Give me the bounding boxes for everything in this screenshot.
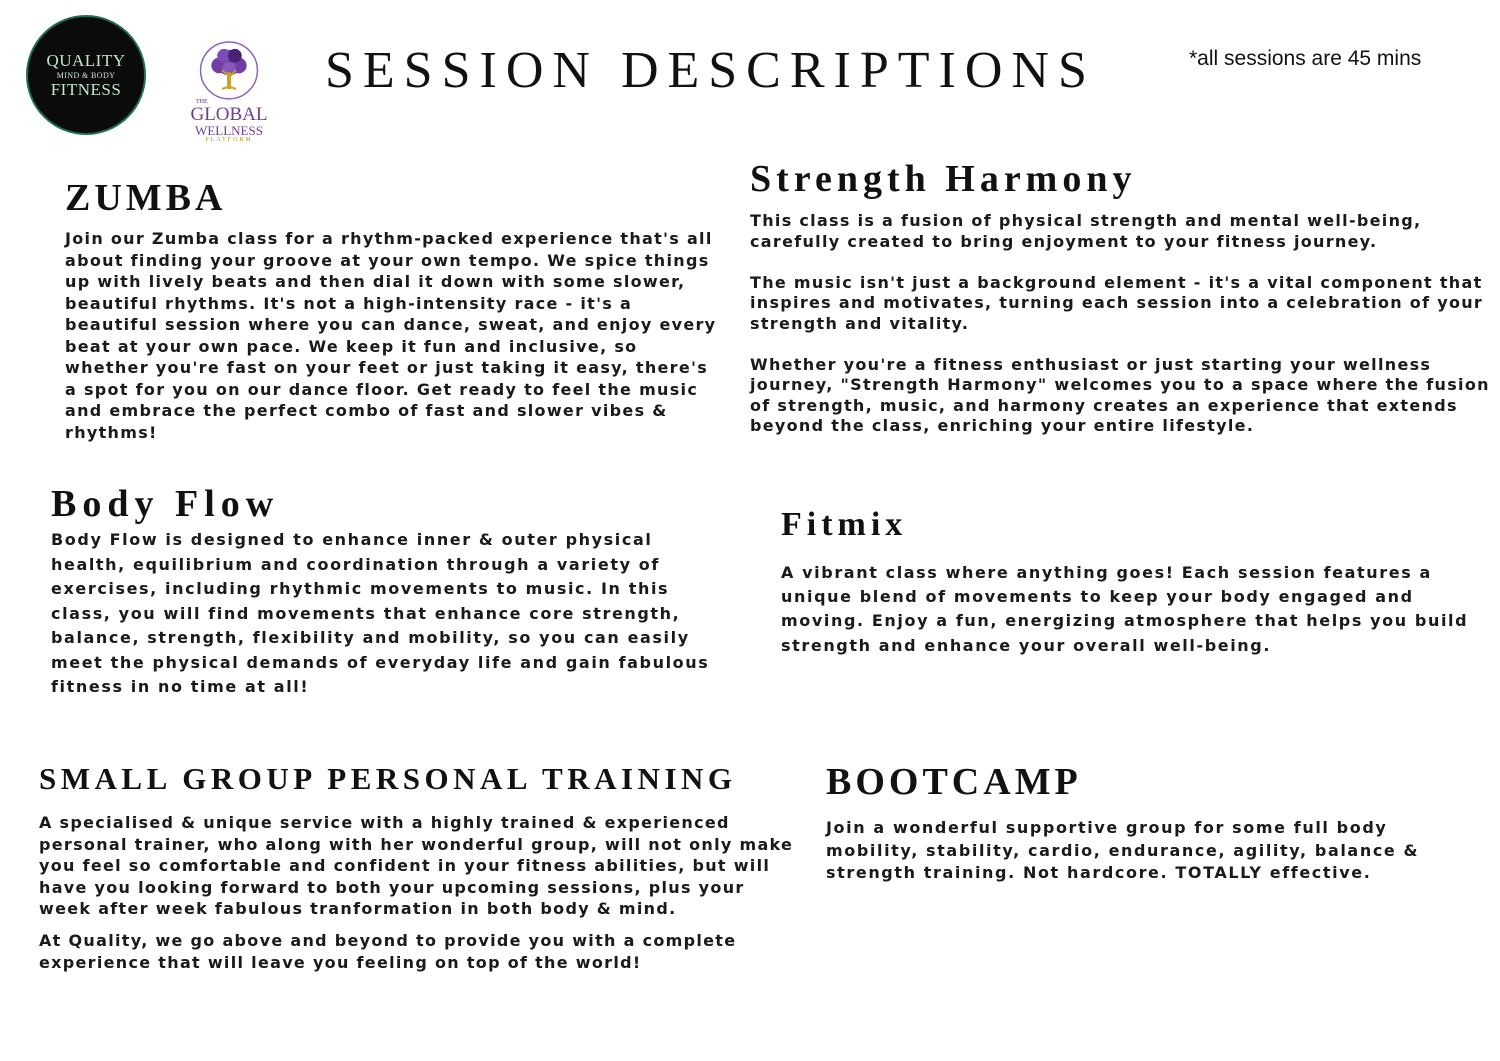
- body-flow-description: Body Flow is designed to enhance inner & outer physical health, equilibrium and coordination through a variety of exercises, including rhythmic movements to music. In this class, you will find movements that enhance core strength, balance, strength, flexibility and mobility, so you can easily meet the physical demands of everyday life and gain fabulous fitness in no time at all!: [51, 530, 710, 696]
- logo-quality-line2: MIND & BODY: [56, 70, 116, 80]
- fitmix-description: A vibrant class where anything goes! Each session features a unique blend of movements to keep your body engaged and moving. Enjoy a fun, energizing atmosphere that helps you build strength and enhance your overall well-being.: [781, 563, 1469, 655]
- small-group-pt-paragraph-2: At Quality, we go above and beyond to provide you with a complete experience that will leave you feeling on top of the world!: [39, 930, 737, 972]
- logo-quality-line3: FITNESS: [50, 80, 122, 100]
- strength-harmony-heading: Strength Harmony: [750, 158, 1137, 200]
- body-flow-section: [51, 482, 731, 700]
- logo-global-the: THE: [196, 98, 208, 105]
- bootcamp-description: Join a wonderful supportive group for some full body mobility, stability, cardio, endurance, agility, balance & strength training. Not hardcore. TOTALLY effective.: [826, 818, 1420, 882]
- page-title: SESSION DESCRIPTIONS: [325, 42, 1096, 99]
- strength-harmony-paragraph-1: This class is a fusion of physical strength and mental well-being, carefully created to bring enjoyment to your fitness journey.: [750, 211, 1422, 251]
- bootcamp-section: [826, 761, 1466, 885]
- zumba-heading: ZUMBA: [65, 177, 227, 219]
- duration-note: *all sessions are 45 mins: [1189, 47, 1422, 70]
- strength-harmony-paragraph-3: Whether you're a fitness enthusiast or just starting your wellness journey, "Strength Harmony" welcomes you to a space where the fusion of strength, music, and harmony creates an experience that extends beyond the class, enriching your entire lifestyle.: [750, 354, 1490, 435]
- logo-quality-line1: QUALITY: [46, 50, 126, 70]
- logo-global-wellness: WELLNESS: [195, 122, 263, 138]
- small-group-pt-heading: SMALL GROUP PERSONAL TRAINING: [39, 761, 737, 796]
- zumba-description: Join our Zumba class for a rhythm-packed experience that's all about finding your groove at your own tempo. We spice things up with lively beats and then dial it down with some slower, beautiful rhythms. It's not a high-intensity race - it's a beautiful session where you can dance, sweat, and enjoy every beat at your own pace. We keep it fun and inclusive, so whether you're fast on your feet or just taking it easy, there's a spot for you on our dance floor. Get ready to feel the music and embrace the perfect combo of fast and slower vibes & rhythms!: [65, 229, 717, 442]
- body-flow-heading: Body Flow: [51, 483, 280, 525]
- small-group-pt-section: [39, 760, 799, 983]
- zumba-section: [65, 176, 725, 443]
- fitmix-heading: Fitmix: [781, 506, 908, 543]
- logo-global-platform: PLATFORM: [205, 136, 253, 143]
- bootcamp-heading: BOOTCAMP: [826, 761, 1082, 803]
- quality-fitness-logo: [26, 15, 146, 135]
- fitmix-section: [781, 505, 1471, 658]
- tree-icon: [198, 40, 260, 101]
- small-group-pt-paragraph-1: A specialised & unique service with a highly trained & experienced personal trainer, who along with her wonderful group, will not only make you feel so comfortable and confident in your fitness abilities, but will have you looking forward to both your upcoming sessions, plus your week after week fabulous tranformation in both body & mind.: [39, 813, 794, 919]
- strength-harmony-section: [750, 157, 1490, 457]
- logo-global-global: GLOBAL: [190, 103, 268, 125]
- strength-harmony-paragraph-2: The music isn't just a background element - it's a vital component that inspires and motivates, turning each session into a celebration of your strength and vitality.: [750, 272, 1484, 333]
- global-wellness-logo: [186, 40, 272, 144]
